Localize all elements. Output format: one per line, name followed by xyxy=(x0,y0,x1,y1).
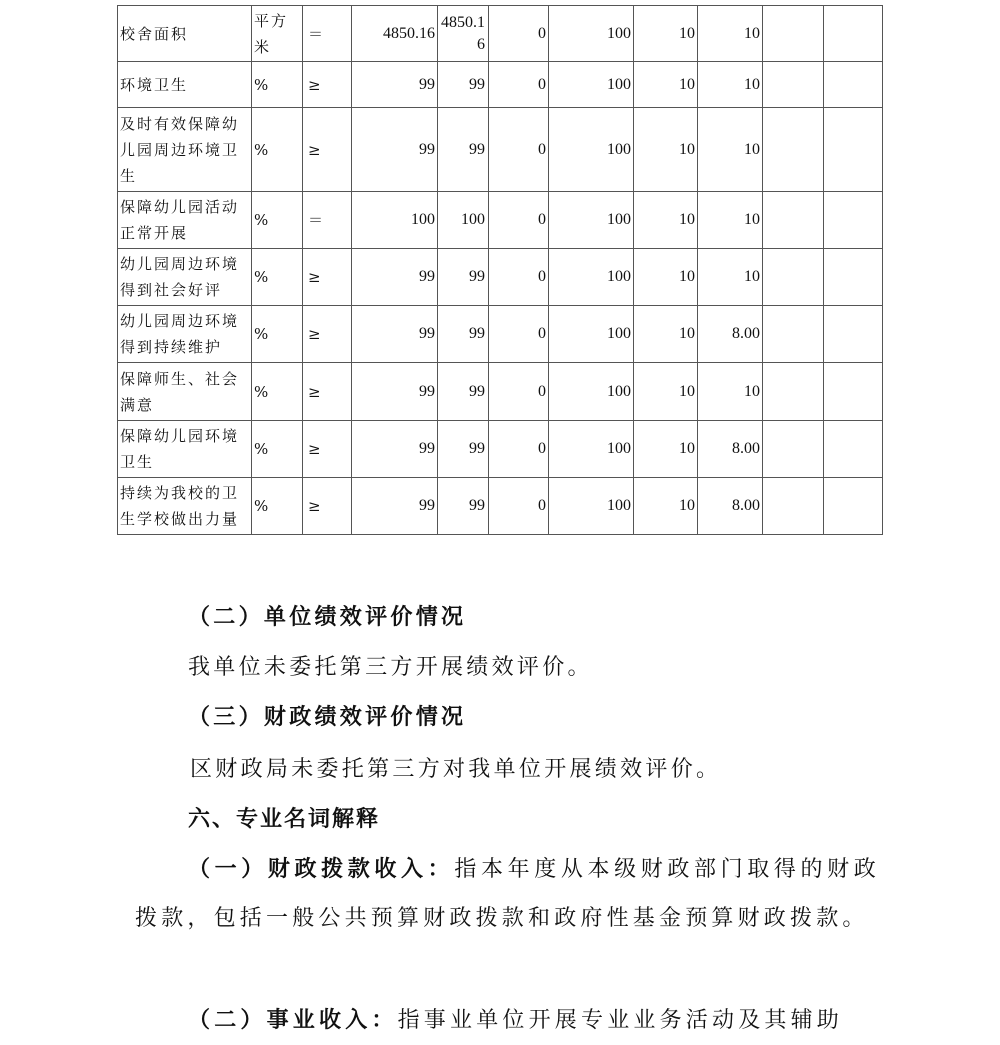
cell-col-9: 8.00 xyxy=(698,306,763,363)
indicator-unit: % xyxy=(252,306,303,363)
table-row xyxy=(118,6,883,62)
indicator-operator: ≥ xyxy=(303,478,352,535)
cell-col-7: 100 xyxy=(549,363,634,421)
cell-col-11 xyxy=(824,62,883,108)
target-value: 99 xyxy=(352,249,438,306)
cell-col-7: 100 xyxy=(549,478,634,535)
indicator-unit: 平方米 xyxy=(252,6,303,62)
cell-col-9: 8.00 xyxy=(698,478,763,535)
cell-col-7: 100 xyxy=(549,192,634,249)
cell-col-8: 10 xyxy=(634,421,698,478)
table-body xyxy=(118,6,883,535)
term-1-paragraph xyxy=(135,845,880,943)
indicator-name: 幼儿园周边环境得到持续维护 xyxy=(118,306,252,363)
term-1-text: 指本年度从本级财政部门取得的财政拨款，包括一般公共预算财政拨款和政府性基金预算财政拨款。 xyxy=(135,857,880,931)
indicator-unit: % xyxy=(252,192,303,249)
target-value: 99 xyxy=(352,108,438,192)
cell-col-8: 10 xyxy=(634,363,698,421)
actual-value: 4850.16 xyxy=(438,6,489,62)
cell-col-6: 0 xyxy=(489,306,549,363)
target-value: 99 xyxy=(352,363,438,421)
cell-col-6: 0 xyxy=(489,249,549,306)
actual-value: 99 xyxy=(438,421,489,478)
target-value: 4850.16 xyxy=(352,6,438,62)
cell-col-10 xyxy=(763,6,824,62)
indicator-unit: % xyxy=(252,249,303,306)
target-value: 99 xyxy=(352,306,438,363)
cell-col-11 xyxy=(824,108,883,192)
indicator-operator: ≥ xyxy=(303,363,352,421)
target-value: 99 xyxy=(352,62,438,108)
cell-col-7: 100 xyxy=(549,6,634,62)
cell-col-11 xyxy=(824,6,883,62)
cell-col-10 xyxy=(763,421,824,478)
table-row xyxy=(118,62,883,108)
cell-col-8: 10 xyxy=(634,306,698,363)
cell-col-11 xyxy=(824,192,883,249)
performance-table-container xyxy=(117,5,882,535)
cell-col-10 xyxy=(763,363,824,421)
cell-col-11 xyxy=(824,421,883,478)
cell-col-10 xyxy=(763,62,824,108)
indicator-name: 保障幼儿园环境卫生 xyxy=(118,421,252,478)
indicator-name: 及时有效保障幼儿园周边环境卫生 xyxy=(118,108,252,192)
cell-col-11 xyxy=(824,478,883,535)
actual-value: 99 xyxy=(438,478,489,535)
cell-col-9: 10 xyxy=(698,108,763,192)
cell-col-8: 10 xyxy=(634,6,698,62)
table-row xyxy=(118,108,883,192)
cell-col-8: 10 xyxy=(634,249,698,306)
section-2-text: 我单位未委托第三方开展绩效评价。 xyxy=(188,655,593,680)
cell-col-10 xyxy=(763,306,824,363)
indicator-name: 持续为我校的卫生学校做出力量 xyxy=(118,478,252,535)
cell-col-6: 0 xyxy=(489,6,549,62)
cell-col-10 xyxy=(763,249,824,306)
section-6-heading: 六、专业名词解释 xyxy=(188,806,381,832)
indicator-name: 幼儿园周边环境得到社会好评 xyxy=(118,249,252,306)
cell-col-8: 10 xyxy=(634,478,698,535)
indicator-unit: % xyxy=(252,421,303,478)
actual-value: 99 xyxy=(438,249,489,306)
actual-value: 99 xyxy=(438,62,489,108)
cell-col-8: 10 xyxy=(634,108,698,192)
table-row xyxy=(118,421,883,478)
indicator-name: 保障师生、社会满意 xyxy=(118,363,252,421)
indicator-unit: % xyxy=(252,478,303,535)
actual-value: 99 xyxy=(438,108,489,192)
cell-col-11 xyxy=(824,363,883,421)
cell-col-10 xyxy=(763,108,824,192)
actual-value: 100 xyxy=(438,192,489,249)
term-1-label: （一）财政拨款收入： xyxy=(188,856,455,882)
indicator-operator: ≥ xyxy=(303,421,352,478)
cell-col-11 xyxy=(824,306,883,363)
indicator-operator: ＝ xyxy=(303,6,352,62)
cell-col-8: 10 xyxy=(634,62,698,108)
performance-indicator-table xyxy=(117,5,883,535)
cell-col-7: 100 xyxy=(549,421,634,478)
term-2-text: 指事业单位开展专业业务活动及其辅助 xyxy=(397,1008,844,1033)
cell-col-9: 10 xyxy=(698,249,763,306)
table-row xyxy=(118,249,883,306)
section-2-heading: （二）单位绩效评价情况 xyxy=(188,604,467,630)
indicator-operator: ≥ xyxy=(303,249,352,306)
cell-col-7: 100 xyxy=(549,249,634,306)
cell-col-9: 8.00 xyxy=(698,421,763,478)
indicator-unit: % xyxy=(252,363,303,421)
target-value: 100 xyxy=(352,192,438,249)
cell-col-6: 0 xyxy=(489,478,549,535)
indicator-name: 校舍面积 xyxy=(118,6,252,62)
cell-col-7: 100 xyxy=(549,306,634,363)
cell-col-9: 10 xyxy=(698,363,763,421)
indicator-unit: % xyxy=(252,108,303,192)
actual-value: 99 xyxy=(438,306,489,363)
indicator-operator: ≥ xyxy=(303,306,352,363)
cell-col-8: 10 xyxy=(634,192,698,249)
cell-col-6: 0 xyxy=(489,421,549,478)
table-row xyxy=(118,363,883,421)
table-row xyxy=(118,192,883,249)
actual-value: 99 xyxy=(438,363,489,421)
indicator-name: 保障幼儿园活动正常开展 xyxy=(118,192,252,249)
cell-col-9: 10 xyxy=(698,62,763,108)
indicator-unit: % xyxy=(252,62,303,108)
section-3-heading: （三）财政绩效评价情况 xyxy=(188,704,467,730)
cell-col-9: 10 xyxy=(698,6,763,62)
indicator-operator: ＝ xyxy=(303,192,352,249)
cell-col-6: 0 xyxy=(489,108,549,192)
indicator-operator: ≥ xyxy=(303,108,352,192)
table-row xyxy=(118,306,883,363)
cell-col-10 xyxy=(763,192,824,249)
term-2-label: （二）事业收入： xyxy=(188,1007,398,1033)
target-value: 99 xyxy=(352,478,438,535)
cell-col-6: 0 xyxy=(489,62,549,108)
cell-col-11 xyxy=(824,249,883,306)
cell-col-6: 0 xyxy=(489,192,549,249)
term-2-paragraph xyxy=(135,996,880,1045)
cell-col-6: 0 xyxy=(489,363,549,421)
target-value: 99 xyxy=(352,421,438,478)
table-row xyxy=(118,478,883,535)
indicator-operator: ≥ xyxy=(303,62,352,108)
cell-col-10 xyxy=(763,478,824,535)
section-3-text: 区财政局未委托第三方对我单位开展绩效评价。 xyxy=(190,757,722,782)
cell-col-7: 100 xyxy=(549,62,634,108)
cell-col-9: 10 xyxy=(698,192,763,249)
cell-col-7: 100 xyxy=(549,108,634,192)
indicator-name: 环境卫生 xyxy=(118,62,252,108)
